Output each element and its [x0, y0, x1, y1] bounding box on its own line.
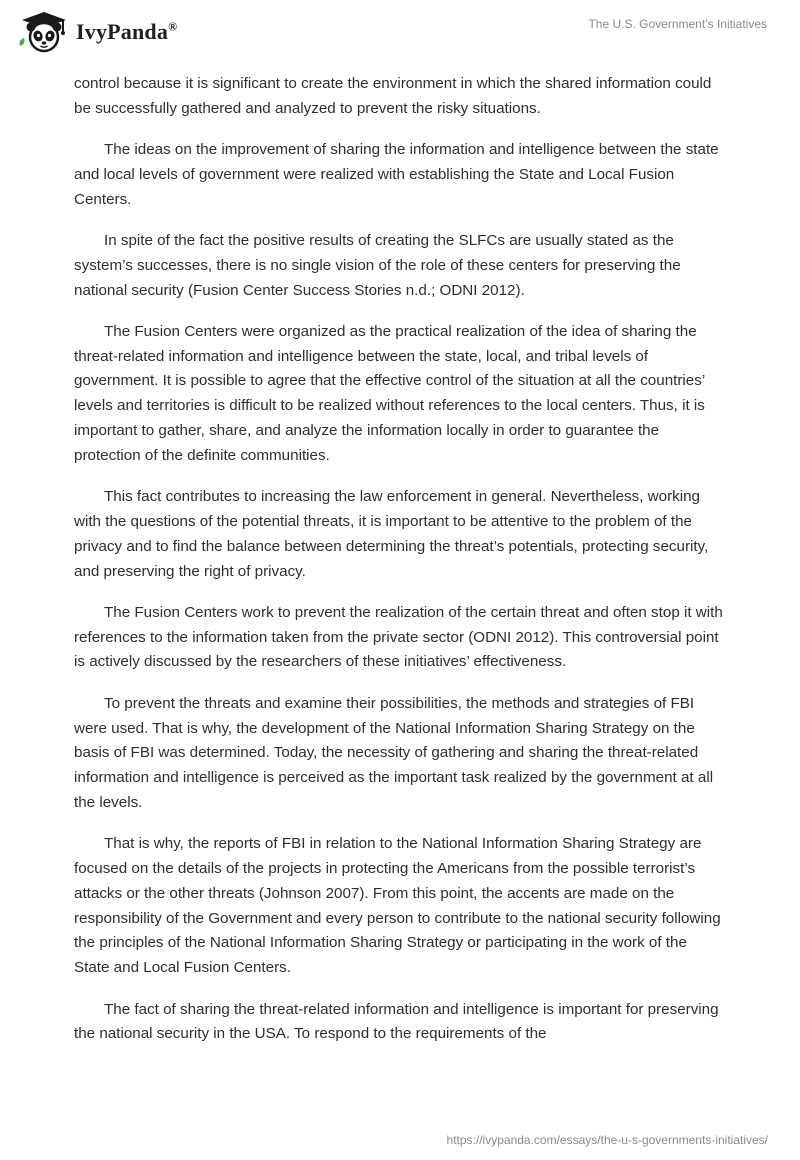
page-header	[0, 0, 800, 60]
paragraph: The Fusion Centers were organized as the practical realization of the idea of sharing the threat-related information and intelligence between the state, local, and tribal levels of government. It is possible to agree that the effective control of the situation at all the countries’ levels and territories is difficult to be realized without references to the local centers. Thus, it is important to gather, share, and analyze the information locally in order to guarantee the protection of the definite communities.	[74, 322, 705, 464]
source-url-link[interactable]: https://ivypanda.com/essays/the-u-s-governments-initiatives/	[446, 1133, 768, 1147]
paragraph: In spite of the fact the positive results of creating the SLFCs are usually stated as the system’s successes, there is no single vision of the role of these centers for preserving the national security (Fusion Center Success Stories n.d.; ODNI 2012).	[74, 231, 681, 299]
paragraph: The ideas on the improvement of sharing the information and intelligence between the state and local levels of government were realized with establishing the State and Local Fusion Centers.	[74, 141, 719, 208]
paragraph: The fact of sharing the threat-related information and intelligence is important for preserving the national security in the USA. To respond to the requirements of the	[74, 1000, 719, 1043]
paragraph: The Fusion Centers work to prevent the realization of the certain threat and often stop it with references to the information taken from the private sector (ODNI 2012). This controversial point is actively discussed by the researchers of these initiatives’ effectiveness.	[74, 603, 723, 671]
registered-mark: ®	[168, 19, 178, 34]
brand-name: IvyPanda®	[76, 19, 178, 44]
paragraph: This fact contributes to increasing the law enforcement in general. Nevertheless, working with the questions of the potential threats, it is important to be attentive to the problem of the privacy and to find the balance between determining the threat’s potentials, protecting security, and preserving the right of privacy.	[74, 488, 709, 580]
essay-body	[74, 72, 726, 1064]
paragraph: control because it is significant to create the environment in which the shared information could be successfully gathered and analyzed to prevent the risky situations.	[74, 75, 712, 117]
panda-graduate-icon	[16, 10, 72, 54]
paragraph: That is why, the reports of FBI in relation to the National Information Sharing Strategy are focused on the details of the projects in protecting the Americans from the possible terrorist’s attacks or the other threats (Johnson 2007). From this point, the accents are made on the responsibility of the Government and every person to contribute to the national security following the principles of the National Information Sharing Strategy or participating in the work of the State and Local Fusion Centers.	[74, 835, 721, 977]
brand-logo[interactable]	[16, 10, 177, 54]
paragraph: To prevent the threats and examine their possibilities, the methods and strategies of FBI were used. That is why, the development of the National Information Sharing Strategy on the basis of FBI was determined. Today, the necessity of gathering and sharing the threat-related information and intelligence is perceived as the important task realized by the government at all the levels.	[74, 694, 714, 811]
document-title: The U.S. Government’s Initiatives	[588, 17, 767, 31]
